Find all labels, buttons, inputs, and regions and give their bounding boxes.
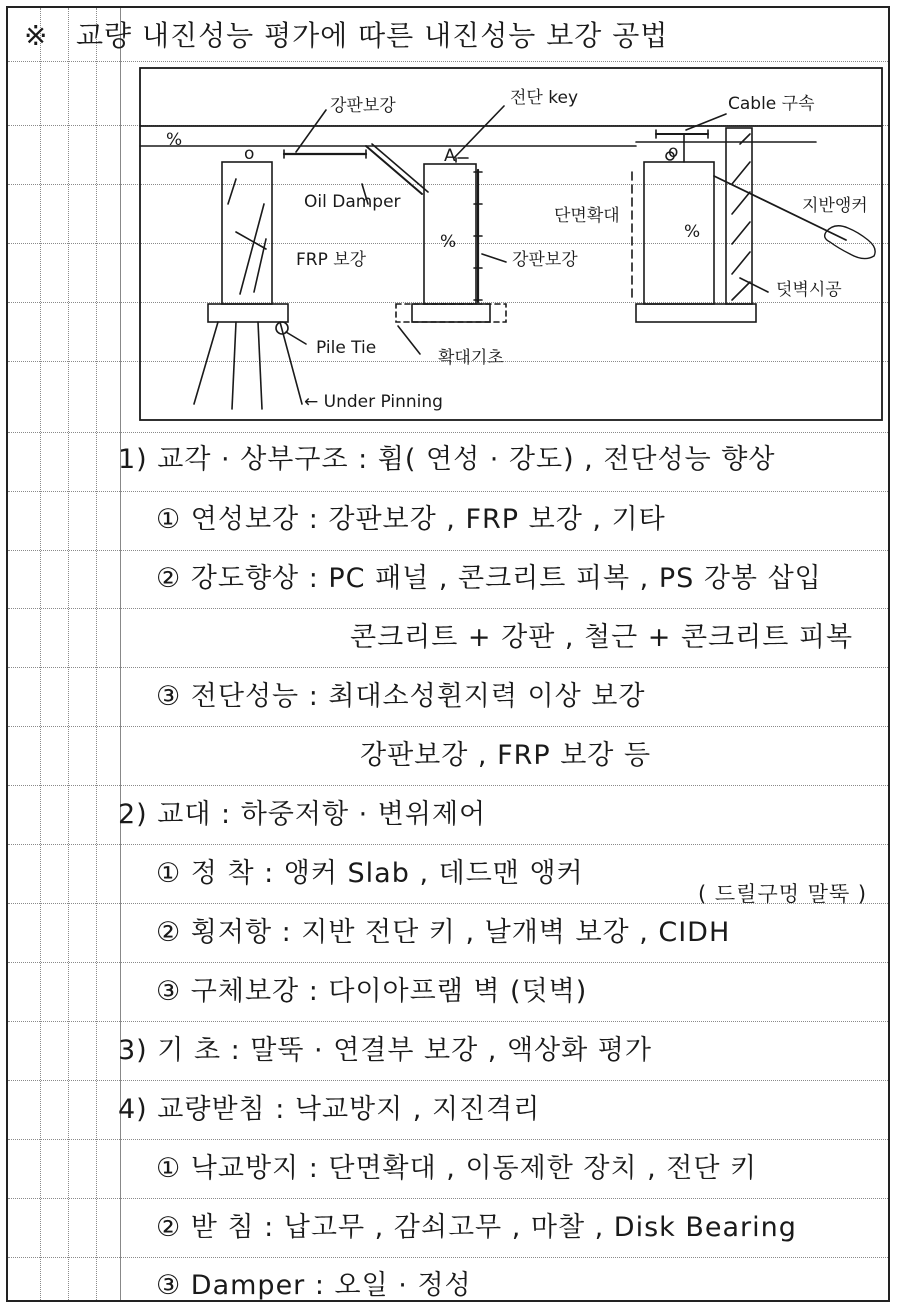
label-deck-steel-plate: 강판보강 <box>330 96 396 116</box>
label-cable: Cable 구속 <box>728 94 815 114</box>
label-oil-damper: Oil Damper <box>304 192 401 212</box>
label-shear-key: 전단 key <box>510 88 579 108</box>
section-4-heading: 4) 교량받침 : 낙교방지 , 지진격리 <box>118 1094 541 1125</box>
label-section-widen: 단면확대 <box>554 206 620 226</box>
section-4-item-2: ② 받 침 : 납고무 , 감쇠고무 , 마찰 , Disk Bearing <box>156 1212 797 1243</box>
seismic-retrofit-diagram <box>136 64 886 424</box>
diagram-frame <box>140 68 882 420</box>
symbol-abutment: % <box>684 222 701 242</box>
label-ground-anchor: 지반앵커 <box>802 196 868 216</box>
title-mark: ※ <box>24 19 49 52</box>
bearing-mark-a: A <box>444 146 456 166</box>
bearing-mark-right: o <box>668 142 679 162</box>
section-1-item-2-cont: 콘크리트 + 강판 , 철근 + 콘크리트 피복 <box>350 622 854 653</box>
label-frp: FRP 보강 <box>296 250 367 270</box>
bearing-mark-left: o <box>244 144 255 164</box>
section-2-note: ( 드릴구멍 말뚝 ) <box>698 882 868 906</box>
notebook-page <box>6 6 890 1302</box>
left-pier <box>194 162 302 409</box>
section-2-item-2: ② 횡저항 : 지반 전단 키 , 날개벽 보강 , CIDH <box>156 917 731 948</box>
section-2-item-3: ③ 구체보강 : 다이아프램 벽 (덧벽) <box>156 976 588 1007</box>
section-4-item-3: ③ Damper : 오일 · 정성 <box>156 1270 472 1301</box>
section-2-item-1: ① 정 착 : 앵커 Slab , 데드맨 앵커 <box>156 858 584 889</box>
section-3-heading: 3) 기 초 : 말뚝 · 연결부 보강 , 액상화 평가 <box>118 1035 652 1066</box>
section-1-item-3: ③ 전단성능 : 최대소성휜지력 이상 보강 <box>156 681 646 712</box>
section-1-item-1: ① 연성보강 : 강판보강 , FRP 보강 , 기타 <box>156 504 666 535</box>
label-footing-widen: 확대기초 <box>438 348 504 368</box>
anchor-bulb <box>825 226 875 259</box>
label-pile-tie: Pile Tie <box>316 338 377 358</box>
symbol-deck: % <box>166 130 183 150</box>
oil-damper <box>366 146 422 194</box>
section-1-heading: 1) 교각 · 상부구조 : 휨( 연성 · 강도) , 전단성능 향상 <box>118 444 776 475</box>
label-overlay-wall: 덧벽시공 <box>776 280 842 300</box>
page-title: 교량 내진성능 평가에 따른 내진성능 보강 공법 <box>76 19 669 52</box>
symbol-middle-pier: % <box>440 232 457 252</box>
section-1-item-2: ② 강도향상 : PC 패널 , 콘크리트 피복 , PS 강봉 삽입 <box>156 563 822 594</box>
section-4-item-1: ① 낙교방지 : 단면확대 , 이동제한 장치 , 전단 키 <box>156 1153 758 1184</box>
label-under-pinning: ← Under Pinning <box>304 392 443 412</box>
label-steel-plate-pier: 강판보강 <box>512 250 578 270</box>
section-1-item-3-cont: 강판보강 , FRP 보강 등 <box>360 740 652 771</box>
section-2-heading: 2) 교대 : 하중저항 · 변위제어 <box>118 799 487 830</box>
